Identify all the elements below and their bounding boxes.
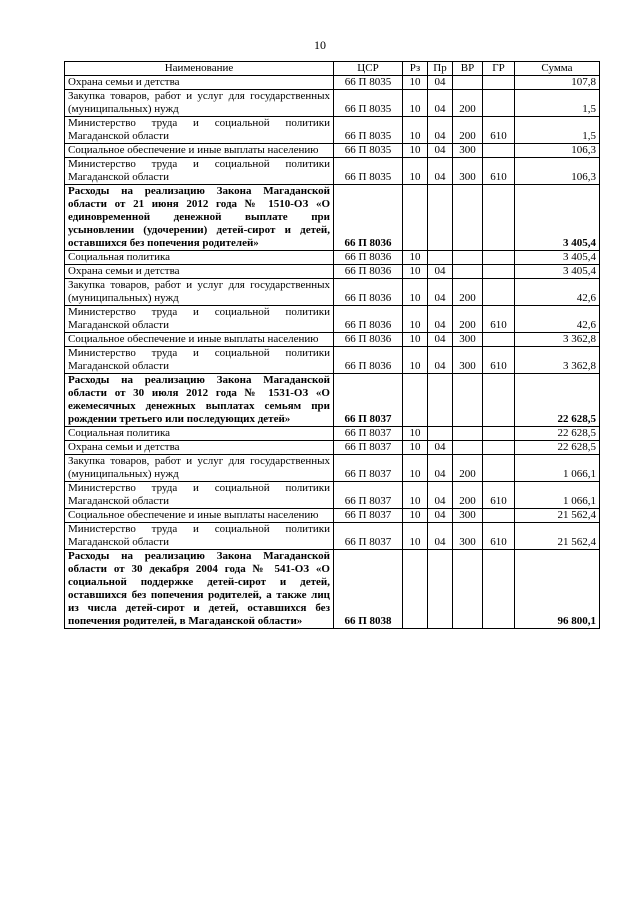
cell-vr: 300 — [453, 158, 483, 185]
cell-gr — [483, 185, 515, 251]
cell-gr: 610 — [483, 482, 515, 509]
cell-name: Расходы на реализацию Закона Магаданской области от 21 июня 2012 года № 1510-ОЗ «О единовременной денежной выплате при усыновлении (удочерении) детей-сирот и детей, оставшихся без попечения родителей» — [65, 185, 334, 251]
cell-vr — [453, 265, 483, 279]
cell-pr: 04 — [428, 455, 453, 482]
cell-vr: 200 — [453, 90, 483, 117]
column-header-vr: ВР — [453, 62, 483, 76]
cell-gr — [483, 441, 515, 455]
cell-sum: 42,6 — [515, 306, 600, 333]
cell-csr: 66 П 8035 — [334, 144, 403, 158]
cell-pr: 04 — [428, 509, 453, 523]
cell-pr — [428, 427, 453, 441]
table-row — [65, 158, 600, 185]
cell-csr: 66 П 8037 — [334, 427, 403, 441]
cell-rz — [403, 374, 428, 427]
cell-vr — [453, 76, 483, 90]
table-row — [65, 374, 600, 427]
cell-gr — [483, 374, 515, 427]
cell-sum: 22 628,5 — [515, 441, 600, 455]
column-header-csr: ЦСР — [334, 62, 403, 76]
cell-name: Министерство труда и социальной политики Магаданской области — [65, 482, 334, 509]
cell-gr — [483, 251, 515, 265]
cell-pr: 04 — [428, 158, 453, 185]
cell-name: Расходы на реализацию Закона Магаданской области от 30 декабря 2004 года № 541-ОЗ «О социальной поддержке детей-сирот и детей, оставшихся без попечения родителей, а также лиц из числа детей-сирот и детей, оставшихся без попечения родителей, в Магаданской области» — [65, 550, 334, 629]
cell-gr — [483, 550, 515, 629]
cell-csr: 66 П 8037 — [334, 441, 403, 455]
cell-name: Закупка товаров, работ и услуг для государственных (муниципальных) нужд — [65, 279, 334, 306]
cell-pr: 04 — [428, 347, 453, 374]
table-row — [65, 185, 600, 251]
cell-rz: 10 — [403, 427, 428, 441]
cell-gr: 610 — [483, 158, 515, 185]
cell-csr: 66 П 8036 — [334, 265, 403, 279]
page-number: 10 — [314, 38, 326, 52]
cell-rz: 10 — [403, 482, 428, 509]
cell-rz: 10 — [403, 117, 428, 144]
cell-rz: 10 — [403, 158, 428, 185]
cell-name: Охрана семьи и детства — [65, 265, 334, 279]
table-row — [65, 76, 600, 90]
cell-pr: 04 — [428, 279, 453, 306]
budget-table — [64, 61, 600, 629]
cell-vr — [453, 550, 483, 629]
cell-gr — [483, 279, 515, 306]
column-header-sum: Сумма — [515, 62, 600, 76]
cell-gr: 610 — [483, 306, 515, 333]
cell-sum: 1,5 — [515, 90, 600, 117]
cell-gr — [483, 144, 515, 158]
table-row — [65, 279, 600, 306]
cell-vr: 200 — [453, 279, 483, 306]
cell-csr: 66 П 8036 — [334, 251, 403, 265]
table-row — [65, 427, 600, 441]
cell-name: Социальная политика — [65, 427, 334, 441]
cell-sum: 42,6 — [515, 279, 600, 306]
cell-vr: 200 — [453, 117, 483, 144]
cell-name: Закупка товаров, работ и услуг для государственных (муниципальных) нужд — [65, 90, 334, 117]
table-row — [65, 482, 600, 509]
cell-rz: 10 — [403, 144, 428, 158]
table-row — [65, 251, 600, 265]
cell-pr — [428, 374, 453, 427]
cell-vr: 200 — [453, 306, 483, 333]
table-row — [65, 509, 600, 523]
table-header-row — [65, 62, 600, 76]
cell-pr: 04 — [428, 333, 453, 347]
cell-csr: 66 П 8037 — [334, 509, 403, 523]
cell-rz: 10 — [403, 90, 428, 117]
cell-pr — [428, 550, 453, 629]
cell-sum: 3 405,4 — [515, 251, 600, 265]
cell-pr: 04 — [428, 482, 453, 509]
cell-sum: 106,3 — [515, 144, 600, 158]
cell-rz: 10 — [403, 509, 428, 523]
cell-rz: 10 — [403, 76, 428, 90]
cell-csr: 66 П 8035 — [334, 158, 403, 185]
cell-gr — [483, 90, 515, 117]
cell-gr — [483, 76, 515, 90]
cell-pr: 04 — [428, 306, 453, 333]
table-row — [65, 306, 600, 333]
table-body — [65, 76, 600, 629]
cell-csr: 66 П 8038 — [334, 550, 403, 629]
cell-gr: 610 — [483, 523, 515, 550]
cell-gr — [483, 455, 515, 482]
cell-sum: 21 562,4 — [515, 523, 600, 550]
cell-vr: 300 — [453, 333, 483, 347]
cell-sum: 22 628,5 — [515, 427, 600, 441]
cell-csr: 66 П 8036 — [334, 306, 403, 333]
cell-csr: 66 П 8036 — [334, 279, 403, 306]
cell-name: Министерство труда и социальной политики Магаданской области — [65, 347, 334, 374]
cell-vr: 300 — [453, 523, 483, 550]
table-row — [65, 265, 600, 279]
cell-pr: 04 — [428, 90, 453, 117]
cell-gr: 610 — [483, 117, 515, 144]
cell-name: Министерство труда и социальной политики Магаданской области — [65, 117, 334, 144]
cell-sum: 96 800,1 — [515, 550, 600, 629]
column-header-pr: Пр — [428, 62, 453, 76]
cell-vr — [453, 441, 483, 455]
cell-gr — [483, 265, 515, 279]
cell-csr: 66 П 8036 — [334, 347, 403, 374]
cell-rz: 10 — [403, 523, 428, 550]
cell-rz: 10 — [403, 347, 428, 374]
cell-pr: 04 — [428, 117, 453, 144]
cell-gr: 610 — [483, 347, 515, 374]
cell-vr: 300 — [453, 144, 483, 158]
cell-name: Министерство труда и социальной политики Магаданской области — [65, 158, 334, 185]
cell-name: Социальное обеспечение и иные выплаты населению — [65, 333, 334, 347]
cell-pr — [428, 251, 453, 265]
cell-vr: 200 — [453, 482, 483, 509]
cell-csr: 66 П 8037 — [334, 523, 403, 550]
table-row — [65, 333, 600, 347]
cell-name: Социальное обеспечение и иные выплаты населению — [65, 144, 334, 158]
cell-pr: 04 — [428, 523, 453, 550]
cell-sum: 21 562,4 — [515, 509, 600, 523]
cell-csr: 66 П 8035 — [334, 76, 403, 90]
cell-csr: 66 П 8036 — [334, 333, 403, 347]
cell-vr — [453, 251, 483, 265]
cell-sum: 1 066,1 — [515, 455, 600, 482]
cell-csr: 66 П 8037 — [334, 374, 403, 427]
cell-rz: 10 — [403, 279, 428, 306]
cell-sum: 3 405,4 — [515, 185, 600, 251]
cell-vr: 300 — [453, 509, 483, 523]
cell-rz: 10 — [403, 306, 428, 333]
cell-rz: 10 — [403, 455, 428, 482]
column-header-gr: ГР — [483, 62, 515, 76]
table-row — [65, 144, 600, 158]
cell-name: Социальное обеспечение и иные выплаты населению — [65, 509, 334, 523]
cell-name: Закупка товаров, работ и услуг для государственных (муниципальных) нужд — [65, 455, 334, 482]
cell-sum: 3 362,8 — [515, 347, 600, 374]
cell-name: Охрана семьи и детства — [65, 441, 334, 455]
cell-sum: 1,5 — [515, 117, 600, 144]
cell-vr — [453, 185, 483, 251]
cell-pr: 04 — [428, 441, 453, 455]
cell-name: Министерство труда и социальной политики Магаданской области — [65, 306, 334, 333]
column-header-rz: Рз — [403, 62, 428, 76]
cell-gr — [483, 427, 515, 441]
table-row — [65, 523, 600, 550]
cell-pr: 04 — [428, 144, 453, 158]
cell-name: Охрана семьи и детства — [65, 76, 334, 90]
cell-pr — [428, 185, 453, 251]
cell-sum: 3 405,4 — [515, 265, 600, 279]
cell-vr — [453, 427, 483, 441]
cell-sum: 106,3 — [515, 158, 600, 185]
cell-sum: 22 628,5 — [515, 374, 600, 427]
cell-csr: 66 П 8037 — [334, 455, 403, 482]
cell-csr: 66 П 8036 — [334, 185, 403, 251]
cell-vr: 300 — [453, 347, 483, 374]
cell-name: Расходы на реализацию Закона Магаданской области от 30 июля 2012 года № 1531-ОЗ «О ежемесячных денежных выплатах семьям при рождении третьего или последующих детей» — [65, 374, 334, 427]
cell-sum: 3 362,8 — [515, 333, 600, 347]
cell-vr — [453, 374, 483, 427]
cell-gr — [483, 509, 515, 523]
cell-name: Министерство труда и социальной политики Магаданской области — [65, 523, 334, 550]
cell-pr: 04 — [428, 76, 453, 90]
table-row — [65, 347, 600, 374]
cell-rz — [403, 550, 428, 629]
cell-gr — [483, 333, 515, 347]
table-row — [65, 90, 600, 117]
cell-rz: 10 — [403, 251, 428, 265]
cell-sum: 107,8 — [515, 76, 600, 90]
cell-pr: 04 — [428, 265, 453, 279]
cell-vr: 200 — [453, 455, 483, 482]
column-header-name: Наименование — [65, 62, 334, 76]
cell-csr: 66 П 8035 — [334, 90, 403, 117]
cell-rz: 10 — [403, 441, 428, 455]
cell-name: Социальная политика — [65, 251, 334, 265]
cell-rz: 10 — [403, 265, 428, 279]
table-row — [65, 455, 600, 482]
table-row — [65, 550, 600, 629]
cell-rz — [403, 185, 428, 251]
cell-csr: 66 П 8037 — [334, 482, 403, 509]
cell-sum: 1 066,1 — [515, 482, 600, 509]
cell-rz: 10 — [403, 333, 428, 347]
table-row — [65, 441, 600, 455]
cell-csr: 66 П 8035 — [334, 117, 403, 144]
table-row — [65, 117, 600, 144]
